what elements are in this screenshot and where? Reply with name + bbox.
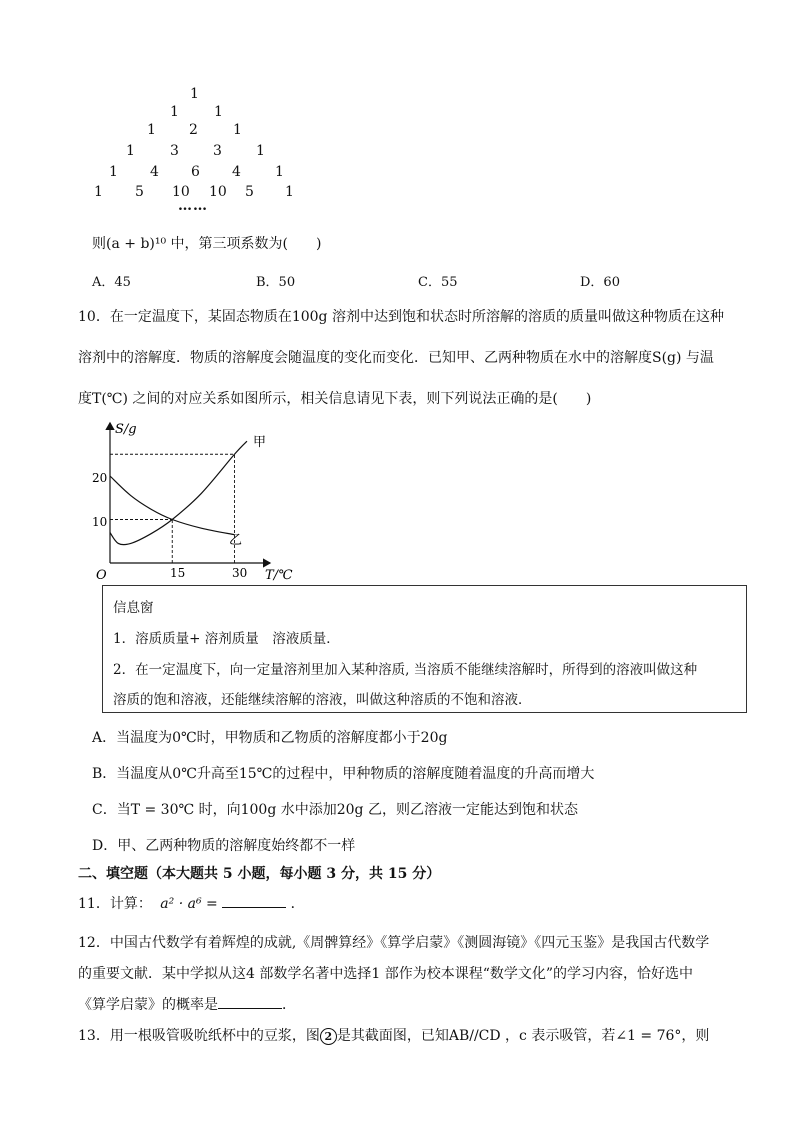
x-tick-label: 15 — [170, 566, 186, 580]
q10-line3: 度T(℃) 之间的对应关系如图所示，相关信息请见下表，则下列说法正确的是( ) — [78, 391, 592, 407]
triangle-ellipsis: …… — [178, 198, 208, 214]
q9-option-a: A．45 — [92, 275, 131, 290]
triangle-cell: 4 — [150, 164, 159, 180]
q10-line2: 溶剂中的溶解度．物质的溶解度会随温度的变化而变化．已知甲、乙两种物质在水中的溶解度S(g) 与温 — [78, 350, 714, 366]
info-title: 信息窗 — [113, 600, 154, 616]
info-item-1: 1．溶质质量+ 溶剂质量 溶液质量． — [113, 631, 340, 647]
info-window — [102, 585, 747, 713]
y-axis-label: S/g — [115, 422, 137, 437]
series-label-yi: 乙 — [229, 533, 243, 548]
triangle-cell: 5 — [245, 184, 254, 200]
q11-expression: a² · a⁶ = — [160, 896, 218, 912]
triangle-cell: 1 — [94, 184, 103, 200]
series-line-jia — [110, 441, 247, 545]
q12-line3 — [78, 994, 296, 1014]
info-item-2: 2．在一定温度下，向一定量溶剂里加入某种溶质, 当溶质不能继续溶解时，所得到的溶液叫做这种 — [113, 662, 698, 678]
q10-option-b: B．当温度从0℃升高至15℃的过程中，甲种物质的溶解度随着温度的升高而增大 — [92, 766, 595, 782]
q11-prefix: 11．计算： — [78, 896, 152, 912]
y-tick-label: 10 — [92, 515, 108, 529]
triangle-cell: 10 — [209, 184, 227, 200]
triangle-cell: 10 — [172, 184, 190, 200]
solubility-chart — [85, 418, 325, 584]
q10-option-a: A．当温度为0℃时，甲物质和乙物质的溶解度都小于20g — [92, 730, 448, 746]
triangle-cell: 1 — [256, 143, 265, 159]
triangle-cell: 1 — [285, 184, 294, 200]
q11 — [78, 893, 305, 913]
x-axis-label: T/℃ — [265, 568, 293, 583]
q10-option-d: D．甲、乙两种物质的溶解度始终都不一样 — [92, 838, 356, 854]
q9-stem: 则(a + b)¹⁰ 中，第三项系数为( ) — [92, 236, 322, 252]
q12-line3-suffix: ． — [282, 997, 296, 1013]
triangle-cell: 1 — [170, 104, 179, 120]
triangle-cell: 4 — [232, 164, 241, 180]
triangle-cell: 1 — [109, 164, 118, 180]
triangle-cell: 6 — [191, 164, 200, 180]
triangle-cell: 1 — [126, 143, 135, 159]
triangle-cell: 1 — [214, 104, 223, 120]
triangle-cell: 1 — [147, 122, 156, 138]
q12-answer-blank[interactable] — [218, 995, 282, 1009]
q9-option-b: B．50 — [256, 275, 296, 290]
triangle-cell: 2 — [189, 122, 198, 138]
q10-option-c: C．当T = 30℃ 时，向100g 水中添加20g 乙，则乙溶液一定能达到饱和状态 — [92, 802, 578, 818]
circled-figure-number: 2 — [320, 1028, 337, 1045]
triangle-cell: 3 — [170, 143, 179, 159]
q10-line1: 10．在一定温度下，某固态物质在100g 溶剂中达到饱和状态时所溶解的溶质的质量叫做这种物质在这种 — [78, 309, 724, 325]
info-item-2-continued: 溶质的饱和溶液，还能继续溶解的溶液，叫做这种溶质的不饱和溶液． — [113, 692, 532, 708]
series-label-jia: 甲 — [253, 435, 267, 450]
q12-line3-prefix: 《算学启蒙》的概率是 — [78, 997, 218, 1013]
x-tick-label: 30 — [232, 566, 248, 580]
q11-suffix: ． — [290, 896, 305, 912]
q9-option-c: C．55 — [418, 275, 458, 290]
q13 — [78, 1025, 709, 1045]
q13-suffix: 是其截面图，已知AB//CD ，c 表示吸管，若∠1 = 76°，则 — [336, 1028, 710, 1044]
triangle-cell: 1 — [190, 86, 199, 102]
triangle-cell: 5 — [135, 184, 144, 200]
origin-label: O — [96, 568, 107, 583]
triangle-cell: 1 — [233, 122, 242, 138]
q12-line2: 的重要文献．某中学拟从这4 部数学名著中选择1 部作为校本课程“数学文化”的学习内容，恰好选中 — [78, 966, 694, 982]
y-tick-label: 20 — [92, 471, 108, 485]
q9-option-d: D．60 — [580, 275, 620, 290]
q12-line1: 12．中国古代数学有着辉煌的成就,《周髀算经》《算学启蒙》《测圆海镜》《四元玉鉴》是我国古代数学 — [78, 935, 710, 951]
q11-answer-blank[interactable] — [222, 894, 286, 908]
triangle-cell: 3 — [213, 143, 222, 159]
q13-prefix: 13．用一根吸管吸吮纸杯中的豆浆，图 — [78, 1028, 320, 1044]
section-heading: 二、填空题（本大题共 5 小题，每小题 3 分，共 15 分） — [78, 866, 441, 882]
triangle-cell: 1 — [275, 164, 284, 180]
